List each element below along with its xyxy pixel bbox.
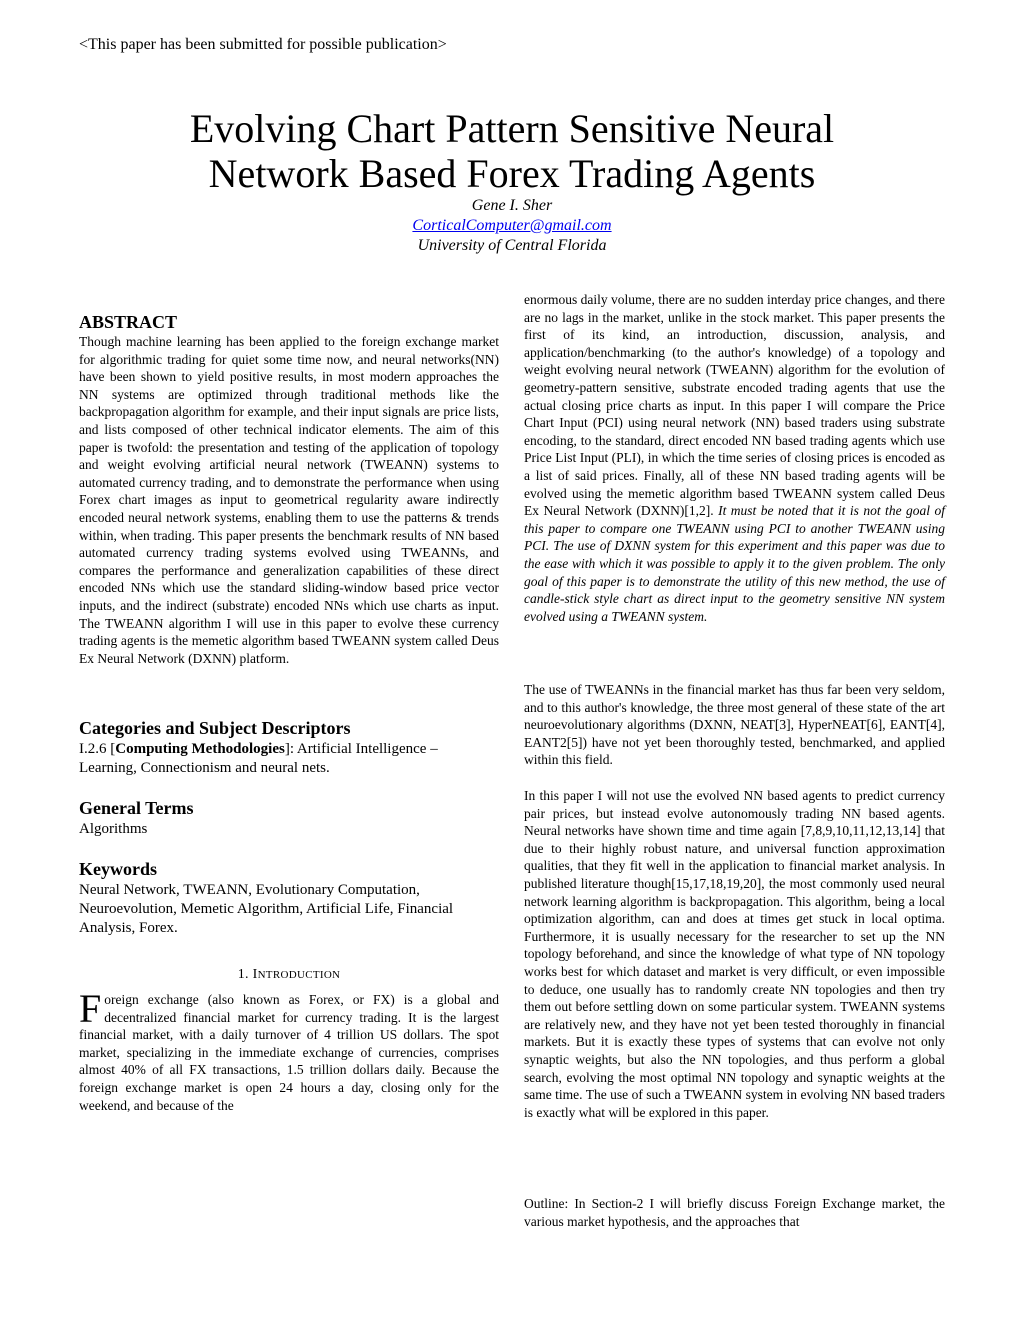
categories-prefix: I.2.6 [	[79, 741, 116, 757]
right-paragraph-3: In this paper I will not use the evolved NN based agents to predict currency pair prices, but instead evolve autonomously trading NN based agents. Neural networks have shown time and time again [7,8,9,10,11,12,13,14] that due to their highly robust nature, and universal function approximation qualities, that they fit well in the application to financial market analysis. In published literature though[15,17,18,19,20], the most commonly used neural network learning algorithm is backpropagation. This algorithm, being a local optimization algorithm, can and does at times get stuck in local optima. Furthermore, it is usually necessary for the researcher to set up the NN topology beforehand, and since the knowledge of what type of NN topology works best for which dataset and market is very difficult, or even impossible to deduce, one usually has to randomly create NN topologies and then try them out before settling down on some particular system. TWEANN systems are relatively new, and they have not yet been tested thoroughly in financial markets. But it is exactly these types of systems that can evolve not only synaptic weights, but also the NN topologies, and thus perform a global search, evolving the most optimal NN topology and synaptic weights at the same time. The use of such a TWEANN system in evolving NN based traders is exactly what will be explored in this paper.	[524, 788, 945, 1120]
title-line-1: Evolving Chart Pattern Sensitive Neural	[189, 106, 835, 151]
introduction-heading	[79, 967, 499, 983]
intro-number: 1. I	[237, 967, 258, 982]
abstract-heading: ABSTRACT	[79, 312, 178, 332]
title-line-2: Network Based Forex Trading Agents	[208, 151, 816, 196]
submission-notice: <This paper has been submitted for possible publication>	[79, 36, 447, 53]
drop-cap: F	[79, 986, 102, 1031]
keywords-heading: Keywords	[79, 859, 157, 879]
author-block	[0, 196, 1024, 256]
categories-bold: Computing Methodologies	[115, 741, 285, 757]
introduction-text	[79, 986, 499, 1114]
right-paragraph-2: The use of TWEANNs in the financial market has thus far been very seldom, and to this author's knowledge, the three most general of these state of the art neuroevolutionary algorithms (DXNN, NEAT[3], HyperNEAT[6], EANT[4], EANT2[5]) have not yet been thoroughly tested, benchmarked, and applied within this field.	[524, 682, 945, 768]
author-email[interactable]: CorticalComputer@gmail.com	[412, 217, 612, 234]
intro-heading-rest: NTRODUCTION	[257, 969, 341, 981]
right-para1-italic: It must be noted that it is not the goal of this paper to compare one TWEANN using PCI to another TWEANN using PCI. The use of DXNN system for this experiment and this paper was due to the ease with which it was possible to apply it to the given problem. The only goal of this paper is to demonstrate the utility of this new method, the use of candle-stick style chart as direct input to the geometry sensitive NN system evolved using a TWEANN system.	[524, 503, 945, 624]
author-email-link[interactable]	[0, 216, 1024, 236]
paper-title	[0, 106, 1024, 196]
categories-text	[79, 740, 499, 778]
general-terms-text: Algorithms	[79, 821, 148, 837]
abstract-text: Though machine learning has been applied to the foreign exchange market for algorithmic trading for quiet some time now, and neural networks(NN) have been shown to yield positive results, in most modern approaches the NN systems are optimized through traditional methods like the backpropagation algorithm for example, and their input signals are price lists, and lists composed of other technical indicator elements. The aim of this paper is twofold: the presentation and testing of the application of topology and weight evolving artificial neural network (TWEANN) systems to automated currency trading, and to demonstrate the performance when using Forex chart images as input to geometrical regularity aware indirectly encoded neural network systems, enabling them to use the patterns & trends within, when trading. This paper presents the benchmark results of NN based automated currency trading systems evolved using TWEANNs, and compares the performance and generalization capabilities of these direct encoded NNs which use the standard sliding-window based price vector inputs, and the indirect (substrate) encoded NNs which use charts as input. The TWEANN algorithm I will use in this paper to evolve these currency trading agents is the memetic algorithm based TWEANN system called Deus Ex Neural Network (DXNN) platform.	[79, 334, 499, 666]
categories-suffix: ]: Artificial Intelligence – Learning, Connectionism and neural nets.	[79, 741, 438, 776]
right-para1-normal: enormous daily volume, there are no sudden interday price changes, and there are no lags in the market, unlike in the stock market. This paper presents the first of its kind, an introduction, discussion, analysis, and application/benchmarking (to the author's knowledge) of a topology and weight evolving neural network (TWEANN) algorithm for the evolution of geometry-pattern sensitive, substrate encoded trading agents that use the actual closing price charts as input. In this paper I will compare the Price Chart Input (PCI) using neural network (NN) based traders using substrate encoding, to the standard, direct encoded NN based trading agents which use Price List Input (PLI), in which the time series of closing prices is encoded as a list of said prices. Finally, all of these NN based trading agents will be evolved using the memetic algorithm based TWEANN system called Deus Ex Neural Network (DXNN)[1,2].	[524, 292, 945, 519]
general-terms-heading: General Terms	[79, 798, 194, 818]
right-paragraph-4: Outline: In Section-2 I will briefly discuss Foreign Exchange market, the various market hypothesis, and the approaches that	[524, 1196, 945, 1229]
author-affiliation: University of Central Florida	[417, 237, 607, 254]
keywords-text: Neural Network, TWEANN, Evolutionary Computation, Neuroevolution, Memetic Algorithm, Artificial Life, Financial Analysis, Forex.	[79, 882, 454, 936]
author-name: Gene I. Sher	[471, 197, 553, 214]
right-paragraph-1	[524, 291, 945, 625]
categories-heading: Categories and Subject Descriptors	[79, 718, 351, 738]
intro-paragraph: oreign exchange (also known as Forex, or FX) is a global and decentralized financial market for currency trading. It is the largest financial market, with a daily turnover of 4 trillion US dollars. The spot market, specializing in the immediate exchange of currencies, comprises almost 40% of all FX transactions, 1.5 trillion dollars daily. Because the foreign exchange market is open 24 hours a day, closing only for the weekend, and because of the	[79, 992, 499, 1113]
